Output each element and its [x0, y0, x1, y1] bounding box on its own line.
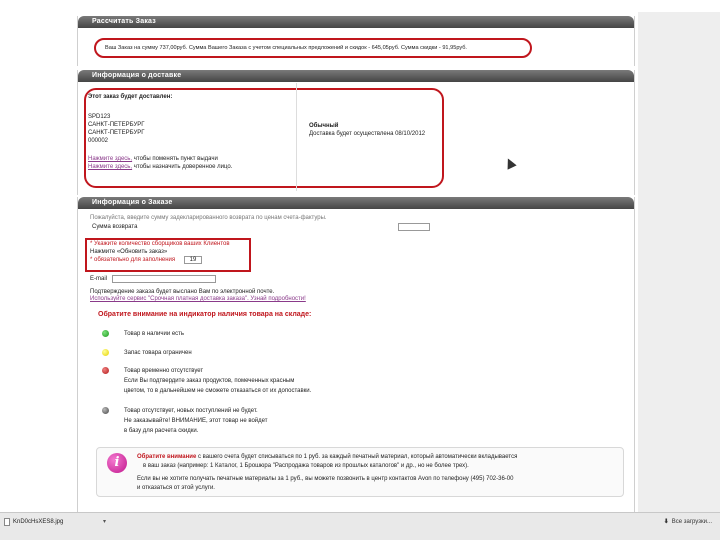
assign-proxy-row	[88, 164, 232, 170]
order-info-panel	[77, 197, 635, 512]
show-all-downloads[interactable]	[664, 517, 712, 528]
change-pickup-row	[88, 156, 218, 162]
notice-line-4: и отказаться от этой услуги.	[137, 485, 215, 491]
stock-temp-out-note-1: Если Вы подтвердите заказ продуктов, помеченных красным	[124, 378, 295, 384]
assign-proxy-text: чтобы назначить доверенное лицо.	[133, 164, 233, 170]
collectors-instruction: * Укажите количество сборщиков ваших Клиентов	[90, 241, 230, 247]
red-dot-icon	[102, 367, 109, 374]
return-amount-label: Сумма возврата	[92, 224, 138, 230]
delivery-date-text: Доставка будет осуществлена 08/10/2012	[309, 131, 426, 137]
grey-dot-icon	[102, 407, 109, 414]
address-line-1: SPD123	[88, 114, 111, 120]
download-bar	[0, 512, 720, 540]
address-line-3: САНКТ-ПЕТЕРБУРГ	[88, 130, 145, 136]
stock-discontinued: Товар отсутствует, новых поступлений не будет.	[124, 408, 258, 414]
address-line-4: 000002	[88, 138, 109, 144]
stock-indicator-heading: Обратите внимание на индикатор наличия товара на складе:	[98, 311, 312, 318]
left-margin	[0, 0, 68, 512]
yellow-dot-icon	[102, 349, 109, 356]
notice-line-3: Если вы не хотите получать печатные материалы за 1 руб., вы можете позвонить в центр контактов Avon по телефону (495) 702-36-00	[137, 476, 514, 482]
stock-temp-out: Товар временно отсутствует	[124, 368, 204, 374]
collectors-count-input[interactable]: 19	[184, 256, 202, 264]
stock-in-stock: Товар в наличии есть	[124, 331, 185, 337]
green-dot-icon	[102, 330, 109, 337]
notice-line-1	[137, 454, 517, 460]
delivery-panel	[77, 70, 635, 195]
delivery-header: Информация о доставке	[78, 70, 634, 82]
notice-lead: Обратите внимание	[137, 454, 197, 460]
email-input[interactable]	[112, 275, 216, 283]
update-order-instruction: Нажмите «Обновить заказ»	[90, 249, 168, 255]
stock-temp-out-note-2: цветом, то в дальнейшем не сможете отказаться от их допоставки.	[124, 388, 312, 394]
order-info-header: Информация о Заказе	[78, 197, 634, 209]
printed-materials-notice	[96, 447, 624, 497]
required-note: * обязательно для заполнения	[90, 257, 176, 263]
return-intro: Пожалуйста, введите сумму задекларированного возврата по ценам счета-фактуры.	[90, 215, 327, 221]
confirmation-note: Подтверждение заказа будет выслано Вам по электронной почте.	[90, 289, 275, 295]
return-amount-input[interactable]	[398, 223, 430, 231]
notice-line-2: в ваш заказ (например: 1 Каталог, 1 Брошюра "Распродажа товаров из прошлых каталогов" и др., но не более трех).	[143, 463, 469, 469]
stock-discontinued-note-2: в базу для расчета скидки.	[124, 428, 199, 434]
calc-order-header: Рассчитать Заказ	[78, 16, 634, 28]
express-delivery-link[interactable]: Используйте сервис "Срочная платная доставка заказа". Узнай подробности!	[90, 296, 306, 302]
email-label: E-mail	[90, 276, 108, 282]
stock-discontinued-note-1: Не заказывайте! ВНИМАНИЕ, этот товар не войдет	[124, 418, 268, 424]
show-all-downloads-label: Все загрузки...	[671, 519, 712, 525]
change-pickup-link[interactable]: Нажмите здесь,	[88, 156, 133, 162]
order-summary-text: Ваш Заказ на сумму 737,00руб. Сумма Вашего Заказа с учетом специальных предложений и скидок - 645,05руб. Сумма скидки - 91,95руб.	[105, 45, 467, 51]
right-margin	[638, 12, 720, 512]
stock-limited: Запас товара ограничен	[124, 350, 192, 356]
address-line-2: САНКТ-ПЕТЕРБУРГ	[88, 122, 145, 128]
download-arrow-icon: ⬇	[663, 519, 669, 525]
download-file-name: KnD0cHsXES8.jpg	[13, 519, 64, 525]
assign-proxy-link[interactable]: Нажмите здесь,	[88, 164, 133, 170]
change-pickup-text: чтобы поменять пункт выдачи	[133, 156, 218, 162]
calc-order-panel	[77, 16, 635, 66]
download-menu-caret-icon[interactable]: ▾	[103, 519, 107, 525]
notice-text-1: с вашего счета будет списываться по 1 руб. за каждый печатный материал, который автоматически вкладывается	[197, 454, 518, 460]
annotation-oval-delivery	[84, 88, 444, 188]
delivery-method-label: Обычный	[309, 123, 339, 129]
delivery-intro: Этот заказ будет доставлен:	[88, 94, 173, 100]
file-icon	[4, 518, 10, 526]
info-icon: i	[107, 453, 127, 473]
delivery-divider	[296, 83, 297, 191]
download-item[interactable]	[4, 517, 108, 528]
